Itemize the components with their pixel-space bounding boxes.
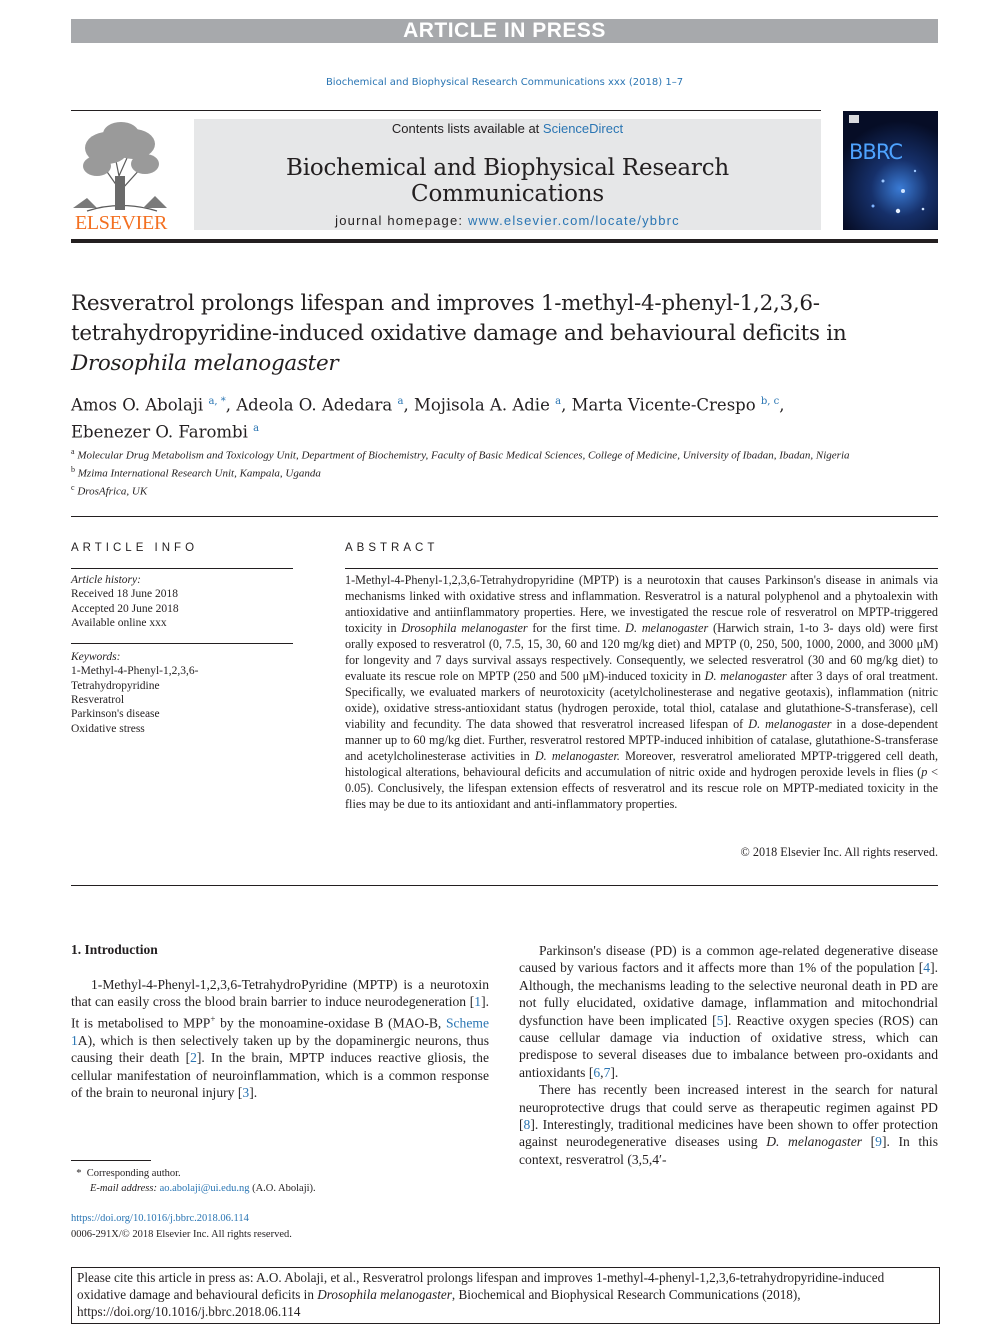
citation-text: Please cite this article in press as: A.O. Abolaji, et al., Resveratrol prolongs lifespan and improves 1-methyl-4-phenyl-1,2,3,6-tetrahydropyridine-induced oxidative damage and behavioural deficits in: [77, 1270, 885, 1302]
citation-link[interactable]: 4: [923, 960, 931, 976]
affiliation-text: Molecular Drug Metabolism and Toxicology Unit, Department of Biochemistry, Faculty of Basic Medical Sciences, College of Medicine, University of Ibadan, Ibadan, Nigeria: [77, 449, 850, 462]
sciencedirect-link[interactable]: ScienceDirect: [542, 121, 624, 136]
author-separator: ,: [225, 395, 237, 415]
abstract-rule: [345, 568, 938, 569]
abstract-segment: (Harwich strain, 1-to 3- days old) were first orally exposed to resveratrol (0, 7.5, 15, 30, 60 and 120 mg/kg diet) and MPTP (0, 250, 500, 1000, 2000, and 3000 μM) for longevity and 7 days survival assays respectively. Consequently, we selected resveratrol (30 and 60 mg/kg diet) to evaluate its rescue role on MPTP (250 and 500 μM)-induced toxicity in: [345, 620, 938, 683]
author-name: Mojisola A. Adie: [413, 395, 550, 415]
citation-link[interactable]: 3: [242, 1084, 250, 1100]
contents-prefix: Contents lists available at: [391, 121, 543, 136]
abstract-segment: after 3 days of oral treatment. Specifically, we evaluated markers of neurotoxicity (acetylcholinesterase and negative geotaxis), inflammation (nitric oxide), oxidative stress-antioxidant status (hydrogen peroxide, total thiol, catalase and glutathione-S-transferase), cell viability and fecundity. The data showed that resveratrol increased lifespan of: [345, 668, 939, 731]
body-right-column: [519, 942, 938, 1168]
keywords-rule: [71, 643, 293, 644]
author-name: Marta Vicente-Crespo: [571, 395, 756, 415]
author-name: Ebenezer O. Farombi: [71, 422, 248, 441]
homepage-line: [194, 213, 821, 228]
author-separator: ,: [779, 395, 785, 415]
text-run: Parkinson's disease (PD) is a common age-related degenerative disease caused by various factors and it affects more than 1% of the population [: [519, 943, 938, 976]
body-left-column: [71, 976, 489, 1101]
text-run: [: [862, 1134, 876, 1150]
text-run: ]. In the brain, MPTP induces reactive gliosis, the cellular manifestation of neuroinflammation, which is a common response of the brain to neuronal injury [: [71, 1050, 489, 1100]
journal-homepage-link[interactable]: www.elsevier.com/locate/ybbrc: [468, 213, 680, 228]
author-affil-mark[interactable]: a: [555, 396, 562, 407]
citation-link[interactable]: 2: [190, 1050, 197, 1066]
article-title-main: Resveratrol prolongs lifespan and improves 1-methyl-4-phenyl-1,2,3,6-tetrahydropyridine-induced oxidative damage and behavioural deficits in: [71, 291, 847, 346]
doi-link[interactable]: https://doi.org/10.1016/j.bbrc.2018.06.114: [71, 1213, 249, 1224]
citation-link[interactable]: 1: [474, 994, 482, 1010]
abstract-p-value: p: [921, 764, 928, 779]
article-info-panel: [71, 573, 291, 736]
text-run: ]. Although, the mechanisms leading to the selective neuronal death in PD are not fully elucidated, oxidative damage, inflammation and mitochondrial dysfunction have been implicated [: [519, 960, 938, 1028]
journal-title: Biochemical and Biophysical Research Communications: [286, 155, 729, 207]
affiliation-key: b: [71, 465, 75, 475]
keywords-label: Keywords:: [71, 651, 121, 664]
history-label: Article history:: [71, 574, 141, 586]
keyword-item: 1-Methyl-4-Phenyl-1,2,3,6-Tetrahydropyridine: [71, 665, 199, 692]
abstract-species: Drosophila melanogaster: [401, 620, 528, 635]
abstract-species: D. melanogaster: [625, 620, 709, 635]
citation-species: Drosophila melanogaster: [317, 1286, 452, 1302]
text-run: by the monoamine-oxidase B (MAO-B,: [215, 1015, 446, 1031]
author-name: Amos O. Abolaji: [71, 395, 204, 415]
cover-brand-text: BBRC: [849, 140, 903, 164]
homepage-prefix: journal homepage:: [335, 213, 469, 228]
email-label: E-mail address:: [90, 1183, 160, 1194]
footnote-rule: [71, 1160, 151, 1161]
keyword-item: Parkinson's disease: [71, 708, 160, 721]
abstract-segment: < 0.05). Conclusively, the lifespan extension effects of resveratrol and its rescue role on MPTP-mediated toxicity in the flies may be due to its antioxidant and anti-inflammatory properties.: [345, 764, 938, 811]
citation-box: [71, 1267, 940, 1324]
text-run: ].: [610, 1064, 619, 1080]
citation-link[interactable]: 7: [603, 1064, 611, 1080]
abstract-text: [345, 573, 938, 813]
abstract-segment: in a dose-dependent manner up to 60 mg/kg diet. Further, resveratrol restored MPTP-induced inhibition of catalase, glutathione-S-transferase and acetylcholinesterase activities in: [345, 716, 938, 763]
citation-link[interactable]: 6: [593, 1064, 601, 1080]
footnote-line: [71, 1166, 491, 1181]
affiliation-text: Mzima International Research Unit, Kampala, Uganda: [77, 467, 321, 480]
masthead-bottom-rule: [71, 239, 938, 243]
text-run: ]. Interestingly, traditional medicines have been shown to offer protection against neurodegenerative diseases using: [519, 1117, 938, 1150]
cover-stars-icon: [843, 111, 938, 230]
affiliation-item: [71, 463, 938, 481]
introduction-heading: 1. Introduction: [71, 942, 158, 957]
footnote-text: Corresponding author.: [86, 1168, 181, 1179]
author-affil-mark[interactable]: b, c: [760, 396, 780, 407]
affiliation-text: DrosAfrica, UK: [77, 485, 148, 498]
citation-link[interactable]: 8: [523, 1117, 531, 1133]
author-affil-mark[interactable]: a: [253, 422, 260, 434]
author-separator: ,: [561, 395, 572, 415]
abstract-species: D. melanogaster.: [534, 748, 620, 763]
text-run: There has recently been increased interest in the search for natural neuroprotective drugs that could serve as therapeutic regimen against PD [: [519, 1082, 938, 1133]
article-info-rule: [71, 568, 293, 569]
text-run: ]. It is metabolised to MPP: [71, 994, 489, 1031]
running-head-link[interactable]: Biochemical and Biophysical Research Communications xxx (2018) 1–7: [325, 77, 684, 88]
issn-line: 0006-291X/© 2018 Elsevier Inc. All rights reserved.: [71, 1228, 292, 1240]
elsevier-wordmark: ELSEVIER: [74, 212, 168, 234]
abstract-segment: 1-Methyl-4-Phenyl-1,2,3,6-Tetrahydropyridine (MPTP) is a neurotoxin that causes Parkinson's disease in animals via mechanisms linked with oxidative stress and inflammation. Resveratrol is a natural polyphenol and a phytoalexin with antioxidative and antiinflammatory properties. Here, we investigated the rescue role of resveratrol on MPTP-triggered toxicity in: [345, 573, 938, 635]
citation-text: , Biochemical and Biophysical Research Communications (2018), https://doi.org/10.1016/j.bbrc.2018.06.114: [77, 1286, 801, 1319]
affiliation-key: a: [71, 447, 75, 456]
email-owner: (A.O. Abolaji).: [249, 1183, 316, 1194]
article-info-heading: ARTICLE INFO: [71, 542, 199, 554]
online-date: Available online xxx: [71, 616, 167, 629]
affiliation-item: [71, 481, 938, 499]
journal-cover-image: [843, 111, 938, 230]
author-affil-mark[interactable]: a: [397, 396, 404, 407]
accepted-date: Accepted 20 June 2018: [71, 602, 179, 615]
keyword-item: Resveratrol: [71, 694, 125, 707]
abstract-species: D. melanogaster: [704, 668, 787, 683]
affiliation-item: [71, 445, 938, 463]
abstract-heading: ABSTRACT: [345, 542, 439, 554]
intro-paragraph: [519, 1081, 938, 1168]
species-name: D. melanogaster: [766, 1134, 863, 1150]
text-run: ]. In this context, resveratrol (3,5,4′-: [519, 1134, 938, 1167]
scheme-link[interactable]: Scheme 1: [71, 1015, 489, 1048]
abstract-bottom-rule: [71, 885, 938, 886]
masthead-top-rule: [71, 110, 821, 111]
author-email-link[interactable]: ao.abolaji@ui.edu.ng: [159, 1183, 250, 1194]
corresponding-author-footnote: [71, 1166, 491, 1196]
abstract-segment: for the first time.: [527, 620, 626, 635]
text-run: ].: [249, 1084, 258, 1100]
intro-paragraph: Parkinson's disease (PD) is a common age-related degenerative disease caused by various factors and it affects more than 1% of the population [4]. Although, the mechanisms leading to the selective neuronal death in PD are not fully elucidated, oxidative damage, inflammation and mitochondrial dysfunction have been implicated [5]. Reactive oxygen species (ROS) can cause cellular damage via induction of oxidative stress, which can predispose to several diseases due to imbalance between pro-oxidants and antioxidants [6,7].: [519, 943, 938, 1080]
footnote-mark: *: [76, 1168, 82, 1179]
contents-line: [194, 121, 821, 136]
affiliations: [71, 445, 938, 499]
footnote-line: [71, 1181, 491, 1196]
abstract-species: D. melanogaster: [748, 716, 832, 731]
superscript: +: [210, 1013, 216, 1024]
text-run: ]. Reactive oxygen species (ROS) can cause cellular damage via induction of oxidative stress, which can predispose to several diseases due to imbalance between pro-oxidants and antioxidants [: [519, 1012, 938, 1080]
author-affil-mark[interactable]: a, *: [208, 396, 226, 407]
text-run: 1-Methyl-4-Phenyl-1,2,3,6-TetrahydroPyridine (MPTP) is a neurotoxin that can easily cross the blood brain barrier to induce neurodegeneration [: [71, 977, 489, 1010]
title-block-rule: [71, 516, 938, 517]
article-title: [71, 289, 901, 379]
text-run: A), which is then selectively taken up by the dopaminergic neurons, thus causing their death [: [71, 1032, 489, 1066]
citation-link[interactable]: 5: [716, 1012, 724, 1028]
article-in-press-banner: ARTICLE IN PRESS: [71, 19, 938, 43]
author-separator: ,: [403, 395, 414, 415]
affiliation-key: c: [71, 483, 75, 493]
keyword-item: Oxidative stress: [71, 722, 145, 735]
citation-link[interactable]: 9: [875, 1134, 882, 1150]
article-title-species: Drosophila melanogaster: [71, 351, 339, 376]
author-name: Adeola O. Adedara: [236, 395, 393, 415]
intro-paragraph: [71, 976, 489, 1101]
received-date: Received 18 June 2018: [71, 588, 178, 601]
abstract-segment: Moreover, resveratrol ameliorated MPTP-triggered cell death, histological alterations, behavioural deficits and accumulation of nitric oxide and hydrogen peroxide levels in flies (: [345, 748, 939, 779]
doi-block: [71, 1211, 491, 1242]
abstract-copyright: © 2018 Elsevier Inc. All rights reserved.: [740, 845, 938, 859]
author-list: [71, 390, 938, 443]
